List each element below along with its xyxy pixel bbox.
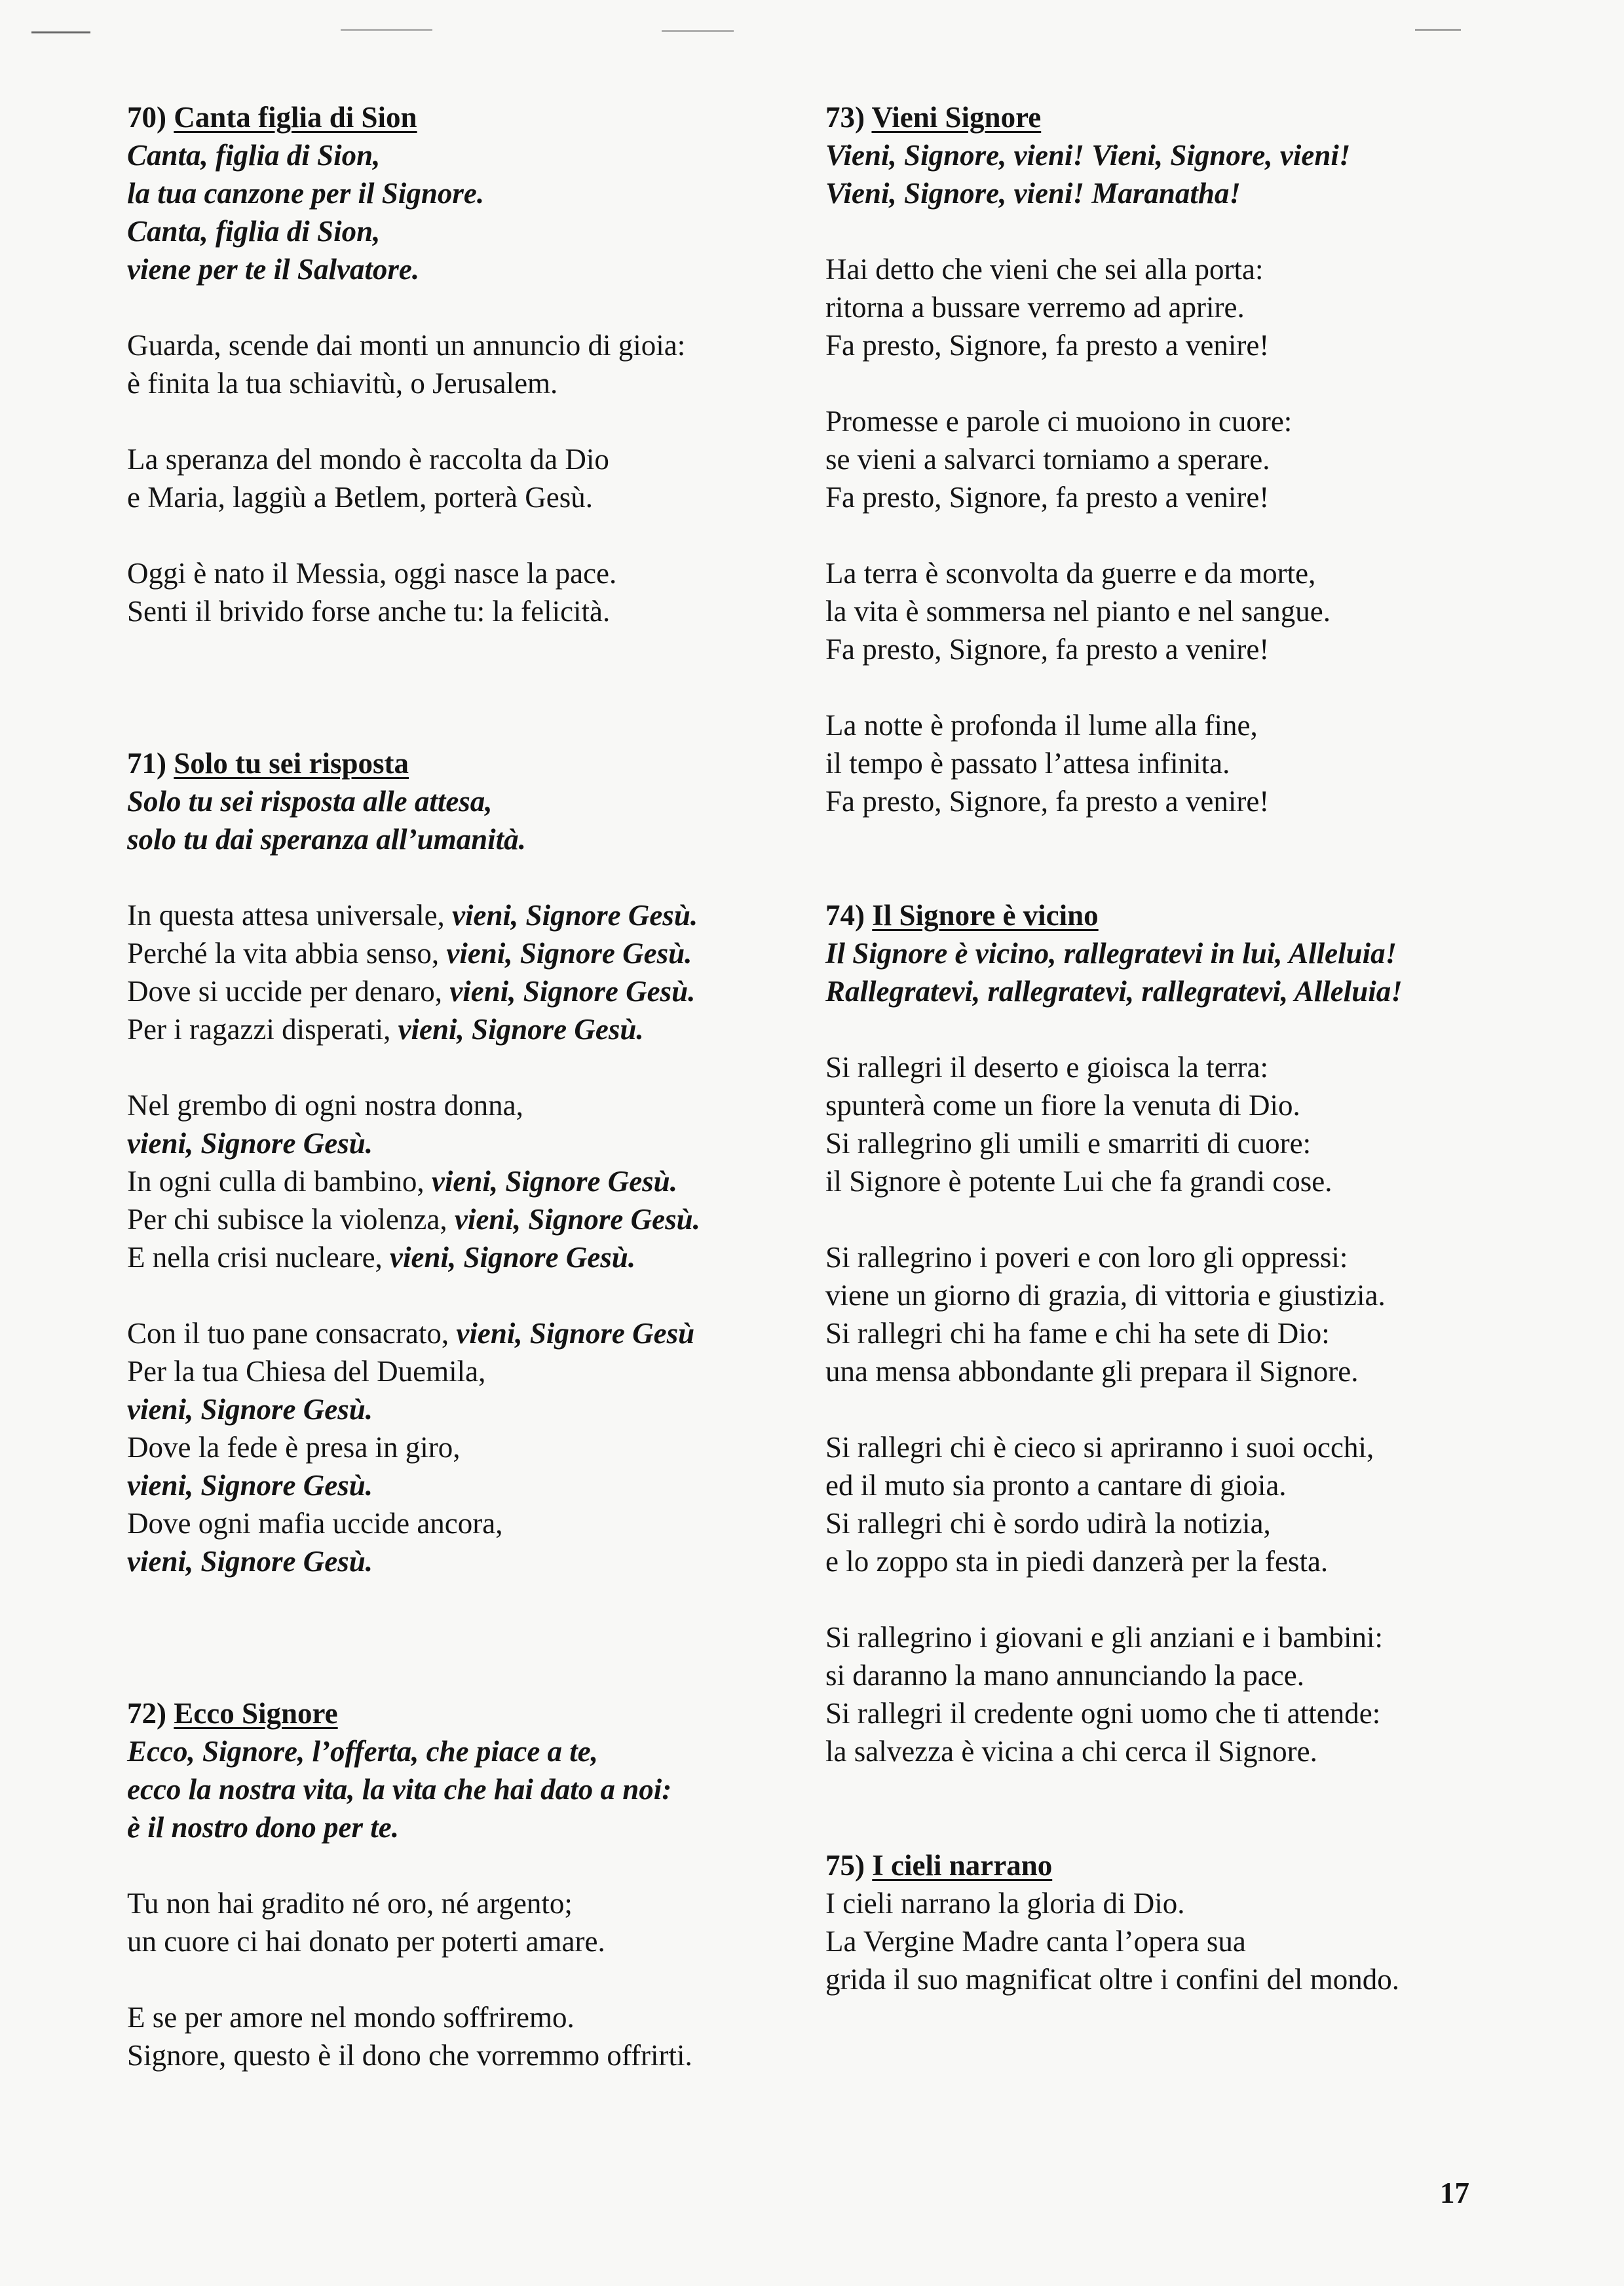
stanza-line: [825, 1884, 1520, 1922]
song-number: 74): [825, 899, 865, 932]
chorus-line: Solo tu sei risposta alle attesa,: [127, 785, 493, 818]
line-response: vieni, Signore Gesù.: [127, 1127, 373, 1160]
line-text: una mensa abbondante gli prepara il Signore.: [825, 1355, 1359, 1388]
chorus-line: Canta, figlia di Sion,: [127, 215, 381, 248]
stanza: [127, 326, 821, 402]
song-title: [825, 1846, 1520, 1884]
song-title-text: I cieli narrano: [872, 1849, 1053, 1882]
line-text: e lo zoppo sta in piedi danzerà per la festa.: [825, 1545, 1329, 1578]
line-response: vieni, Signore Gesù.: [127, 1469, 373, 1502]
line-text: Si rallegrino gli umili e smarriti di cuore:: [825, 1127, 1312, 1160]
stanza-line: [127, 326, 821, 364]
line-text: I cieli narrano la gloria di Dio.: [825, 1887, 1185, 1920]
line-response: vieni, Signore Gesù.: [127, 1545, 373, 1578]
line-response: vieni, Signore Gesù.: [446, 937, 692, 970]
line-response: vieni, Signore Gesù.: [449, 975, 696, 1008]
stanza: [825, 1428, 1520, 1580]
stanza-line: [127, 440, 821, 478]
song-title-text: Il Signore è vicino: [872, 899, 1099, 932]
line-text: la vita è sommersa nel pianto e nel sangue.: [825, 595, 1331, 628]
song-spacer: [127, 630, 821, 744]
line-text: Hai detto che vieni che sei alla porta:: [825, 253, 1264, 286]
song-number: 75): [825, 1849, 865, 1882]
stanza: [825, 554, 1520, 668]
line-text: Si rallegri chi è sordo udirà la notizia,: [825, 1507, 1271, 1540]
stanza-line: [127, 1238, 821, 1276]
song-spacer: [825, 1770, 1520, 1846]
line-text: In questa attesa universale,: [127, 899, 453, 932]
scan-speck: [1415, 29, 1461, 31]
stanza-line: [825, 1314, 1520, 1352]
page-number: 17: [1440, 2177, 1469, 2209]
line-text: il tempo è passato l’attesa infinita.: [825, 747, 1230, 780]
chorus-line: viene per te il Salvatore.: [127, 253, 420, 286]
stanza-line: [825, 1086, 1520, 1124]
stanza-line: [825, 1504, 1520, 1542]
stanza-line: [825, 630, 1520, 668]
line-text: è finita la tua schiavitù, o Jerusalem.: [127, 367, 558, 400]
line-response: vieni, Signore Gesù.: [398, 1013, 644, 1046]
line-response: vieni, Signore Gesù.: [452, 899, 698, 932]
stanza-line: [825, 1428, 1520, 1466]
line-text: Tu non hai gradito né oro, né argento;: [127, 1887, 573, 1920]
song-title: [127, 1694, 821, 1732]
song-chorus: [127, 136, 821, 288]
stanza-line: [825, 1276, 1520, 1314]
line-text: ed il muto sia pronto a cantare di gioia.: [825, 1469, 1287, 1502]
song-title-text: Vieni Signore: [871, 101, 1042, 134]
stanza-line: [825, 440, 1520, 478]
stanza-line: [127, 1314, 821, 1352]
line-text: Con il tuo pane consacrato,: [127, 1317, 457, 1350]
stanza-line: [127, 1200, 821, 1238]
song-72: [127, 1694, 821, 2074]
chorus-line: solo tu dai speranza all’umanità.: [127, 823, 526, 856]
song-title: [127, 98, 821, 136]
stanza-line: [127, 1504, 821, 1542]
song-71: [127, 744, 821, 1580]
stanza-line: [825, 706, 1520, 744]
stanza: [127, 440, 821, 516]
song-number: 70): [127, 101, 166, 134]
stanza-line: [825, 1694, 1520, 1732]
line-text: Si rallegri il deserto e gioisca la terra:: [825, 1051, 1268, 1084]
stanza: [127, 1884, 821, 1960]
stanza-line: [127, 972, 821, 1010]
chorus-line: Il Signore è vicino, rallegratevi in lui, Alleluia!: [825, 937, 1397, 970]
line-text: La notte è profonda il lume alla fine,: [825, 709, 1258, 742]
song-chorus: [825, 934, 1520, 1010]
stanza-line: [825, 1238, 1520, 1276]
song-number: 71): [127, 747, 166, 780]
scan-speck: [341, 29, 432, 31]
stanza-line: [127, 1466, 821, 1504]
line-text: Senti il brivido forse anche tu: la felicità.: [127, 595, 611, 628]
line-text: Oggi è nato il Messia, oggi nasce la pace.: [127, 557, 617, 590]
chorus-line: la tua canzone per il Signore.: [127, 177, 485, 210]
song-spacer: [127, 1580, 821, 1694]
stanza-line: [127, 1086, 821, 1124]
stanza: [825, 1884, 1520, 1998]
song-title: [127, 744, 821, 782]
stanza-line: [127, 1162, 821, 1200]
stanza-line: [825, 1656, 1520, 1694]
stanza-line: [825, 554, 1520, 592]
line-text: Promesse e parole ci muoiono in cuore:: [825, 405, 1293, 438]
line-response: vieni, Signore Gesù.: [454, 1203, 700, 1236]
song-70: [127, 98, 821, 630]
line-text: La terra è sconvolta da guerre e da morte,: [825, 557, 1316, 590]
line-text: Dove la fede è presa in giro,: [127, 1431, 461, 1464]
stanza-line: [127, 364, 821, 402]
line-text: La Vergine Madre canta l’opera sua: [825, 1925, 1246, 1958]
stanza-line: [127, 1352, 821, 1390]
chorus-line: Ecco, Signore, l’offerta, che piace a te,: [127, 1735, 599, 1768]
line-text: Nel grembo di ogni nostra donna,: [127, 1089, 523, 1122]
song-title-text: Ecco Signore: [174, 1697, 338, 1730]
chorus-line: Rallegratevi, rallegratevi, rallegratevi, Alleluia!: [825, 975, 1403, 1008]
stanza-line: [825, 744, 1520, 782]
stanza-line: [825, 288, 1520, 326]
chorus-line: Canta, figlia di Sion,: [127, 139, 381, 172]
song-74: [825, 896, 1520, 1770]
song-chorus: [127, 782, 821, 858]
line-text: Si rallegri chi ha fame e chi ha sete di Dio:: [825, 1317, 1330, 1350]
line-text: La speranza del mondo è raccolta da Dio: [127, 443, 609, 476]
stanza-line: [825, 782, 1520, 820]
line-text: Fa presto, Signore, fa presto a venire!: [825, 785, 1270, 818]
stanza-line: [825, 1162, 1520, 1200]
chorus-line: ecco la nostra vita, la vita che hai dato a noi:: [127, 1773, 672, 1806]
line-text: la salvezza è vicina a chi cerca il Signore.: [825, 1735, 1317, 1768]
song-title-text: Canta figlia di Sion: [174, 101, 417, 134]
line-text: Perché la vita abbia senso,: [127, 937, 447, 970]
stanza-line: [825, 1124, 1520, 1162]
stanza-line: [127, 592, 821, 630]
line-text: E se per amore nel mondo soffriremo.: [127, 2001, 575, 2034]
stanza-line: [825, 402, 1520, 440]
line-text: Dove si uccide per denaro,: [127, 975, 450, 1008]
stanza-line: [127, 1542, 821, 1580]
line-response: vieni, Signore Gesù.: [431, 1165, 677, 1198]
song-number: 73): [825, 101, 865, 134]
line-text: Si rallegrino i giovani e gli anziani e i bambini:: [825, 1621, 1384, 1654]
line-text: il Signore è potente Lui che fa grandi cose.: [825, 1165, 1332, 1198]
stanza-line: [825, 1922, 1520, 1960]
stanza-line: [127, 1010, 821, 1048]
line-text: Per la tua Chiesa del Duemila,: [127, 1355, 486, 1388]
right-column: [825, 98, 1520, 1998]
stanza-line: [127, 478, 821, 516]
stanza-line: [127, 1998, 821, 2036]
stanza: [825, 250, 1520, 364]
stanza-line: [825, 1352, 1520, 1390]
stanza: [127, 1086, 821, 1276]
line-text: Si rallegri chi è cieco si apriranno i suoi occhi,: [825, 1431, 1374, 1464]
stanza-line: [825, 1960, 1520, 1998]
line-text: In ogni culla di bambino,: [127, 1165, 432, 1198]
stanza-line: [825, 250, 1520, 288]
stanza-line: [825, 592, 1520, 630]
song-chorus: [127, 1732, 821, 1846]
line-text: Guarda, scende dai monti un annuncio di gioia:: [127, 329, 686, 362]
stanza-line: [825, 326, 1520, 364]
stanza-line: [825, 1732, 1520, 1770]
stanza-line: [825, 478, 1520, 516]
chorus-line: Vieni, Signore, vieni! Maranatha!: [825, 177, 1241, 210]
line-response: vieni, Signore Gesù.: [390, 1241, 636, 1274]
line-text: ritorna a bussare verremo ad aprire.: [825, 291, 1245, 324]
song-title: [825, 896, 1520, 934]
left-column: [127, 98, 821, 2074]
song-chorus: [825, 136, 1520, 212]
stanza-line: [825, 1048, 1520, 1086]
line-text: Per chi subisce la violenza,: [127, 1203, 455, 1236]
chorus-line: è il nostro dono per te.: [127, 1811, 400, 1844]
stanza-line: [127, 1124, 821, 1162]
line-text: spunterà come un fiore la venuta di Dio.: [825, 1089, 1300, 1122]
stanza-line: [127, 934, 821, 972]
song-title-text: Solo tu sei risposta: [174, 747, 409, 780]
line-text: Fa presto, Signore, fa presto a venire!: [825, 481, 1270, 514]
stanza: [825, 1238, 1520, 1390]
stanza-line: [127, 1884, 821, 1922]
line-text: E nella crisi nucleare,: [127, 1241, 390, 1274]
stanza-line: [825, 1542, 1520, 1580]
stanza: [127, 896, 821, 1048]
line-text: Dove ogni mafia uccide ancora,: [127, 1507, 503, 1540]
song-75: [825, 1846, 1520, 1998]
line-response: vieni, Signore Gesù: [456, 1317, 695, 1350]
stanza-line: [127, 2036, 821, 2074]
line-text: Signore, questo è il dono che vorremmo offrirti.: [127, 2039, 692, 2072]
line-response: vieni, Signore Gesù.: [127, 1393, 373, 1426]
stanza: [825, 1618, 1520, 1770]
stanza: [825, 1048, 1520, 1200]
stanza: [127, 1998, 821, 2074]
line-text: Si rallegrino i poveri e con loro gli oppressi:: [825, 1241, 1348, 1274]
line-text: un cuore ci hai donato per poterti amare.: [127, 1925, 605, 1958]
line-text: se vieni a salvarci torniamo a sperare.: [825, 443, 1270, 476]
song-73: [825, 98, 1520, 820]
stanza-line: [825, 1466, 1520, 1504]
scan-speck: [662, 30, 734, 32]
line-text: Fa presto, Signore, fa presto a venire!: [825, 329, 1270, 362]
scan-speck: [31, 31, 90, 33]
line-text: Per i ragazzi disperati,: [127, 1013, 398, 1046]
stanza-line: [127, 1922, 821, 1960]
stanza: [825, 402, 1520, 516]
line-text: si daranno la mano annunciando la pace.: [825, 1659, 1304, 1692]
line-text: grida il suo magnificat oltre i confini del mondo.: [825, 1963, 1400, 1996]
line-text: e Maria, laggiù a Betlem, porterà Gesù.: [127, 481, 593, 514]
stanza: [127, 1314, 821, 1580]
stanza-line: [825, 1618, 1520, 1656]
stanza-line: [127, 554, 821, 592]
stanza-line: [127, 1428, 821, 1466]
song-spacer: [825, 820, 1520, 896]
song-number: 72): [127, 1697, 166, 1730]
stanza: [127, 554, 821, 630]
line-text: Fa presto, Signore, fa presto a venire!: [825, 633, 1270, 666]
line-text: Si rallegri il credente ogni uomo che ti attende:: [825, 1697, 1381, 1730]
chorus-line: Vieni, Signore, vieni! Vieni, Signore, vieni!: [825, 139, 1351, 172]
stanza-line: [127, 1390, 821, 1428]
stanza: [825, 706, 1520, 820]
stanza-line: [127, 896, 821, 934]
line-text: viene un giorno di grazia, di vittoria e giustizia.: [825, 1279, 1386, 1312]
song-title: [825, 98, 1520, 136]
